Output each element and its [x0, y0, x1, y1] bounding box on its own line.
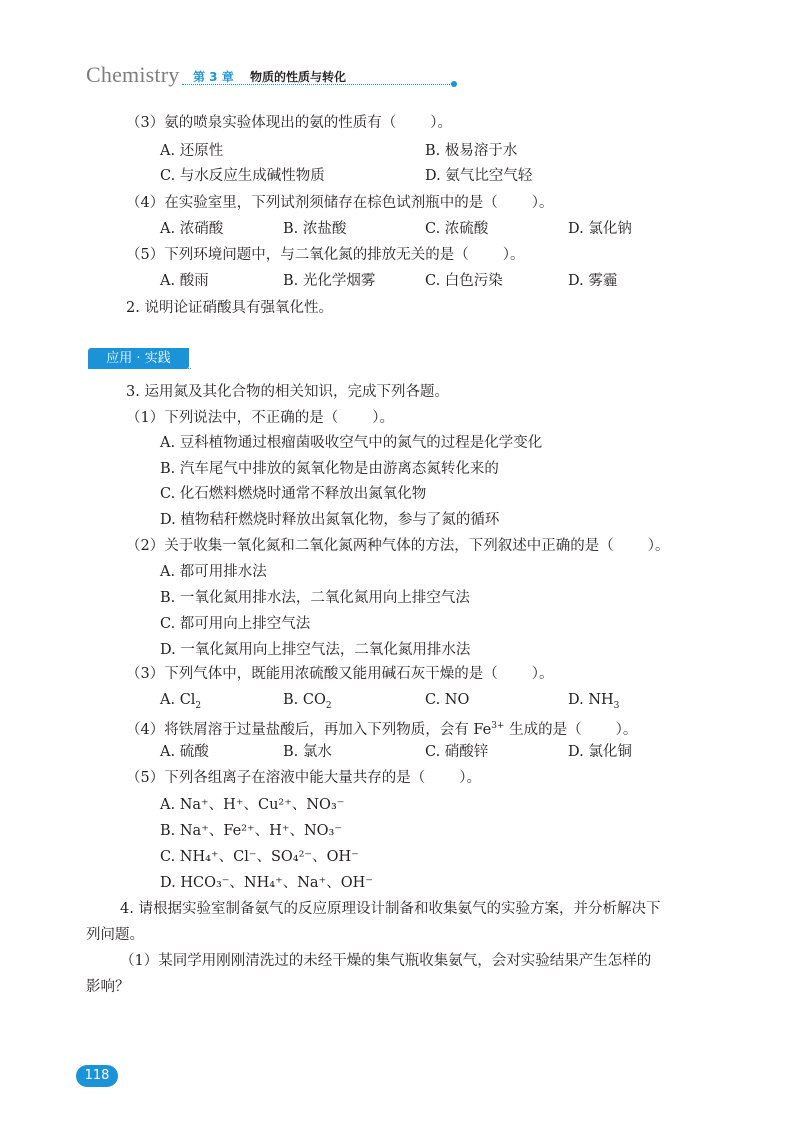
- question-3-intro: 3. 运用氮及其化合物的相关知识，完成下列各题。: [126, 384, 449, 400]
- option-c: C. NH₄⁺、Cl⁻、SO₄²⁻、OH⁻: [160, 849, 359, 865]
- question-2: 2. 说明论证硝酸具有强氧化性。: [126, 300, 333, 316]
- option-a: A. $Cl_2$: [160, 692, 202, 711]
- section-rule: [88, 368, 191, 369]
- option-a: A. Na⁺、H⁺、Cu²⁺、NO₃⁻: [160, 797, 345, 813]
- option-c: C. 与水反应生成碱性物质: [160, 168, 325, 184]
- chapter-title: 物质的性质与转化: [250, 70, 347, 84]
- option-b: B. $CO_2$: [283, 692, 332, 711]
- option-c: C. 白色污染: [425, 273, 503, 289]
- option-d: D. 氯化铜: [568, 744, 632, 760]
- running-header: [86, 62, 386, 86]
- question-3-2: （2）关于收集一氧化氮和二氧化氮两种气体的方法，下列叙述中正确的是（ ）。: [126, 538, 670, 554]
- option-c: C. 硝酸锌: [425, 744, 489, 760]
- option-d: D. 氨气比空气轻: [425, 168, 533, 184]
- question-4-line-1: 4. 请根据实验室制备氨气的反应原理设计制备和收集氨气的实验方案，并分析解决下: [120, 901, 661, 917]
- option-c: C. 浓硫酸: [425, 221, 489, 237]
- question-4-1-line-2: 影响？: [86, 979, 130, 995]
- option-b: B. Na⁺、Fe²⁺、H⁺、NO₃⁻: [160, 823, 343, 839]
- question-1-4: （4）在实验室里，下列试剂须储存在棕色试剂瓶中的是（ ）。: [126, 195, 554, 211]
- option-b: B. 极易溶于水: [425, 143, 518, 159]
- option-d: D. $NH_3$: [568, 692, 620, 711]
- header-rule: [182, 84, 456, 85]
- option-c: C. 都可用向上排空气法: [160, 616, 311, 632]
- question-3-5: （5）下列各组离子在溶液中能大量共存的是（ ）。: [126, 770, 481, 786]
- option-d: D. HCO₃⁻、NH₄⁺、Na⁺、OH⁻: [160, 875, 373, 891]
- option-a: A. 还原性: [160, 143, 224, 159]
- option-b: B. 氯水: [283, 744, 332, 760]
- page-number: 118: [76, 1065, 118, 1087]
- question-3-4: （4）将铁屑溶于过量盐酸后，再加入下列物质，会有 $Fe^{3+}$ 生成的是（ ）。: [126, 721, 638, 738]
- option-d: D. 氯化钠: [568, 221, 632, 237]
- option-d: D. 雾霾: [568, 273, 618, 289]
- option-b: B. 一氧化氮用排水法，二氧化氮用向上排空气法: [160, 590, 470, 606]
- option-a: A. 酸雨: [160, 273, 209, 289]
- option-a: A. 硫酸: [160, 744, 209, 760]
- option-a: A. 浓硝酸: [160, 221, 224, 237]
- brand-title: Chemistry: [86, 62, 180, 87]
- option-b: B. 浓盐酸: [283, 221, 347, 237]
- header-dot-icon: [451, 81, 457, 87]
- option-d: D. 植物秸秆燃烧时释放出氮氧化物，参与了氮的循环: [160, 512, 500, 528]
- option-b: B. 光化学烟雾: [283, 273, 376, 289]
- question-3-1: （1）下列说法中，不正确的是（ ）。: [126, 410, 394, 426]
- option-a: A. 都可用排水法: [160, 564, 267, 580]
- option-a: A. 豆科植物通过根瘤菌吸收空气中的氮气的过程是化学变化: [160, 435, 543, 451]
- question-1-3: （3）氨的喷泉实验体现出的氨的性质有（ ）。: [126, 115, 452, 131]
- question-1-5: （5）下列环境问题中，与二氧化氮的排放无关的是（ ）。: [126, 247, 525, 263]
- question-4-line-2: 列问题。: [86, 927, 144, 943]
- option-c: C. 化石燃料燃烧时通常不释放出氮氧化物: [160, 486, 427, 502]
- option-d: D. 一氧化氮用向上排空气法，二氧化氮用排水法: [160, 642, 471, 658]
- question-4-1-line-1: （1）某同学用刚刚清洗过的未经干燥的集气瓶收集氨气，会对实验结果产生怎样的: [120, 953, 652, 969]
- option-c: C. NO: [425, 692, 470, 708]
- question-3-3: （3）下列气体中，既能用浓硫酸又能用碱石灰干燥的是（ ）。: [126, 666, 554, 682]
- chapter-number: 第 3 章: [193, 70, 234, 84]
- section-badge: 应用 · 实践: [88, 348, 189, 369]
- option-b: B. 汽车尾气中排放的氮氧化物是由游离态氮转化来的: [160, 461, 499, 477]
